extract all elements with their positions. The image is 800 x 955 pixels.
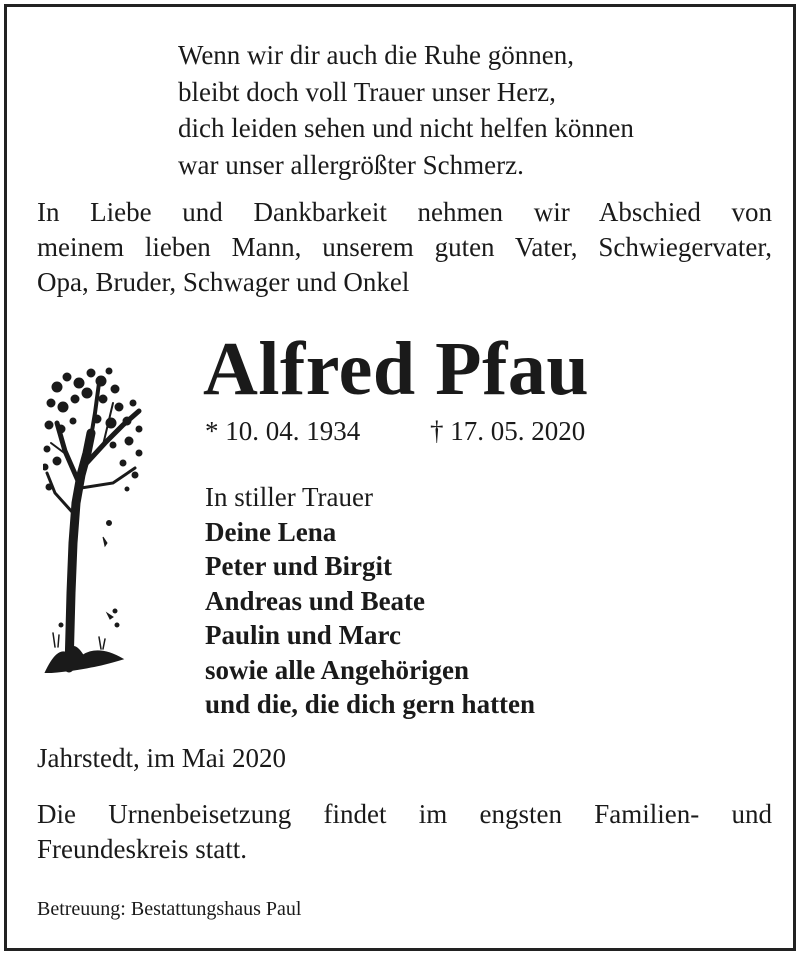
mourner-name: Peter und Birgit bbox=[205, 551, 392, 581]
intro-line: Opa, Bruder, Schwager und Onkel bbox=[37, 267, 410, 297]
birth-date: * 10. 04. 1934 bbox=[205, 416, 361, 446]
intro-line: In Liebe und Dankbarkeit nehmen wir Abschied von bbox=[37, 197, 772, 227]
farewell-intro bbox=[37, 195, 772, 300]
mourner-name: und die, die dich gern hatten bbox=[205, 689, 536, 719]
mourner-name: Andreas und Beate bbox=[205, 585, 426, 616]
mourner-name: Paulin und Marc bbox=[205, 620, 402, 650]
deceased-name: Alfred Pfau bbox=[203, 327, 590, 411]
mourner-name: Deine Lena bbox=[205, 516, 337, 547]
place-date: Jahrstedt, im Mai 2020 bbox=[37, 743, 286, 773]
burial-notice bbox=[37, 797, 772, 867]
verse-line: dich leiden sehen und nicht helfen können bbox=[178, 113, 634, 143]
mourners-block bbox=[205, 480, 535, 722]
burial-line: Freundeskreis statt. bbox=[37, 834, 247, 864]
tree-silhouette-icon bbox=[43, 363, 143, 673]
verse-line: bleibt doch voll Trauer unser Herz, bbox=[178, 76, 556, 107]
funeral-home-credit: Betreuung: Bestattungshaus Paul bbox=[37, 898, 302, 920]
burial-line: Die Urnenbeisetzung findet im engsten Familien- und bbox=[37, 799, 772, 829]
obituary-frame bbox=[4, 4, 796, 951]
life-dates bbox=[205, 413, 586, 449]
mourners-heading: In stiller Trauer bbox=[205, 482, 373, 512]
verse-line: Wenn wir dir auch die Ruhe gönnen, bbox=[178, 40, 574, 70]
memorial-verse bbox=[178, 37, 634, 183]
death-date: † 17. 05. 2020 bbox=[430, 416, 586, 446]
verse-line: war unser allergrößter Schmerz. bbox=[178, 149, 524, 180]
mourner-name: sowie alle Angehörigen bbox=[205, 654, 469, 685]
intro-line: meinem lieben Mann, unserem guten Vater, Schwiegervater, bbox=[37, 232, 772, 262]
